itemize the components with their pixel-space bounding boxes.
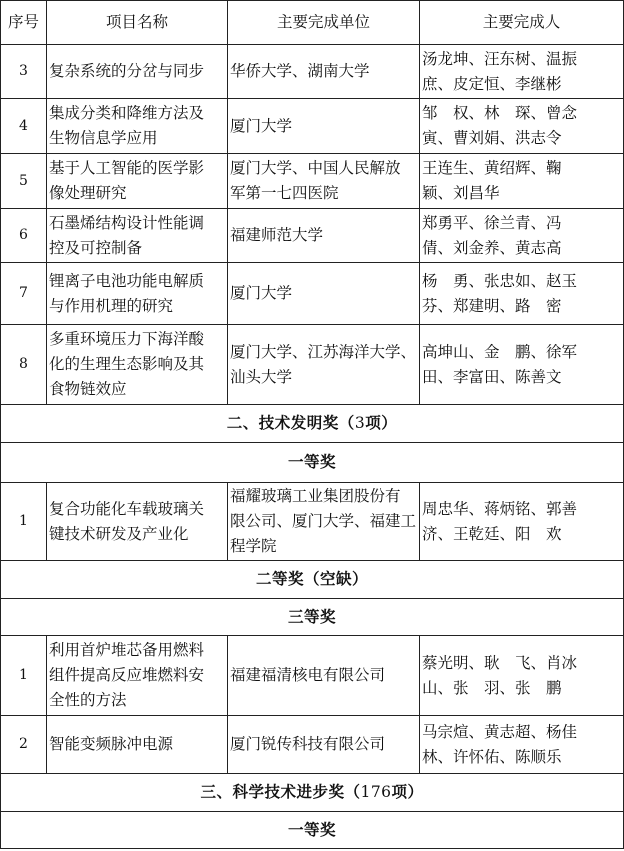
completion-people-line: 马宗煊、黄志超、杨佳 xyxy=(422,722,578,741)
completion-people-cell xyxy=(420,263,624,325)
header-project: 项目名称 xyxy=(47,1,228,45)
row-number: 2 xyxy=(1,716,47,774)
section-count: 3 xyxy=(354,414,366,432)
completion-people-line: 田、李富田、陈善文 xyxy=(422,367,562,386)
completion-people-cell xyxy=(420,716,624,774)
completion-unit-line: 厦门大学、中国人民解放 xyxy=(230,159,401,177)
project-name-cell xyxy=(47,263,228,325)
completion-unit-cell xyxy=(228,45,420,99)
grade-first-2: 一等奖 xyxy=(1,812,624,849)
grade-row-first-2 xyxy=(1,812,624,849)
grade-first: 一等奖 xyxy=(1,443,624,483)
section-title-sci-tech-progress xyxy=(1,774,624,812)
completion-people-line: 周忠华、蒋炳铭、郭善 xyxy=(422,499,578,518)
project-name-line: 生物信息学应用 xyxy=(49,129,158,147)
completion-unit-line: 厦门大学 xyxy=(230,116,293,135)
project-name-line: 利用首炉堆芯备用燃料 xyxy=(49,641,205,659)
section-title-text: 二、技术发明奖（ xyxy=(226,414,355,432)
completion-people-line: 济、王乾廷、阳 欢 xyxy=(422,524,562,543)
completion-people-line: 庶、皮定恒、李继彬 xyxy=(422,74,562,93)
completion-people-cell xyxy=(420,325,624,405)
completion-unit-line: 福建师范大学 xyxy=(230,226,324,244)
project-name-line: 锂离子电池功能电解质 xyxy=(49,271,205,290)
completion-unit-line: 福耀玻璃工业集团股份有 xyxy=(230,487,401,505)
project-name-line: 智能变频脉冲电源 xyxy=(49,735,174,753)
project-name-line: 基于人工智能的医学影 xyxy=(49,159,205,177)
row-number: 5 xyxy=(1,154,47,209)
table-row xyxy=(1,483,624,561)
completion-people-line: 芬、郑建明、路 密 xyxy=(422,296,562,315)
project-name-cell xyxy=(47,716,228,774)
completion-people-line: 林、许怀佑、陈顺乐 xyxy=(422,747,562,766)
grade-row-second xyxy=(1,561,624,599)
project-name-line: 控及可控制备 xyxy=(49,238,143,257)
project-name-cell xyxy=(47,483,228,561)
completion-unit-cell xyxy=(228,99,420,154)
completion-people-cell xyxy=(420,209,624,263)
project-name-line: 食物链效应 xyxy=(49,380,127,398)
completion-people-line: 颖、刘昌华 xyxy=(422,184,500,202)
completion-unit-cell xyxy=(228,483,420,561)
section-title-tech-invention xyxy=(1,405,624,443)
project-name-cell xyxy=(47,99,228,154)
row-number: 8 xyxy=(1,325,47,405)
row-number: 7 xyxy=(1,263,47,325)
project-name-cell xyxy=(47,154,228,209)
completion-unit-line: 华侨大学、湖南大学 xyxy=(230,62,370,80)
section-title-text: 三、科学技术进步奖（ xyxy=(200,783,361,801)
table-row xyxy=(1,325,624,405)
project-name-cell xyxy=(47,636,228,716)
section-count: 176 xyxy=(360,783,392,801)
table-row xyxy=(1,263,624,325)
completion-unit-line: 福建福清核电有限公司 xyxy=(230,666,386,684)
project-name-line: 集成分类和降维方法及 xyxy=(49,104,205,122)
completion-unit-cell xyxy=(228,325,420,405)
completion-unit-cell xyxy=(228,636,420,716)
completion-people-line: 郑勇平、徐兰青、冯 xyxy=(422,213,562,232)
completion-people-cell xyxy=(420,636,624,716)
project-name-line: 键技术研发及产业化 xyxy=(49,524,189,543)
completion-people-line: 高坤山、金 鹏、徐军 xyxy=(422,342,578,361)
completion-unit-line: 厦门锐传科技有限公司 xyxy=(230,735,386,753)
table-row xyxy=(1,99,624,154)
table-row xyxy=(1,636,624,716)
table-body xyxy=(1,45,624,849)
table-row xyxy=(1,716,624,774)
completion-unit-line: 厦门大学、江苏海洋大学、 xyxy=(230,342,417,361)
header-row xyxy=(1,1,624,45)
section-row-tech-invention xyxy=(1,405,624,443)
completion-unit-cell xyxy=(228,263,420,325)
project-name-cell xyxy=(47,45,228,99)
header-no: 序号 xyxy=(1,1,47,45)
table-row xyxy=(1,154,624,209)
completion-unit-cell xyxy=(228,154,420,209)
row-number: 6 xyxy=(1,209,47,263)
completion-people-line: 寅、曹刘娟、洪志令 xyxy=(422,129,562,147)
project-name-line: 石墨烯结构设计性能调 xyxy=(49,213,205,232)
row-number: 4 xyxy=(1,99,47,154)
project-name-cell xyxy=(47,209,228,263)
grade-third: 三等奖 xyxy=(1,599,624,636)
grade-second: 二等奖（空缺） xyxy=(1,561,624,599)
grade-row-third xyxy=(1,599,624,636)
completion-unit-line: 厦门大学 xyxy=(230,284,293,302)
row-number: 3 xyxy=(1,45,47,99)
completion-people-cell xyxy=(420,99,624,154)
header-unit: 主要完成单位 xyxy=(228,1,420,45)
table-row xyxy=(1,45,624,99)
row-number: 1 xyxy=(1,483,47,561)
completion-people-line: 山、张 羽、张 鹏 xyxy=(422,678,562,697)
completion-people-line: 杨 勇、张忠如、赵玉 xyxy=(422,271,578,290)
completion-unit-cell xyxy=(228,716,420,774)
section-title-suffix: 项） xyxy=(365,414,398,432)
project-name-line: 复合功能化车载玻璃关 xyxy=(49,499,205,518)
completion-people-cell xyxy=(420,45,624,99)
table-row xyxy=(1,209,624,263)
section-title-suffix: 项） xyxy=(391,783,424,801)
completion-unit-line: 军第一七四医院 xyxy=(230,184,339,202)
project-name-line: 多重环境压力下海洋酸 xyxy=(49,330,205,348)
project-name-line: 全性的方法 xyxy=(49,691,127,709)
project-name-line: 像处理研究 xyxy=(49,184,127,202)
project-name-line: 化的生理生态影响及其 xyxy=(49,355,205,373)
completion-people-line: 邹 权、林 琛、曾念 xyxy=(422,104,578,122)
row-number: 1 xyxy=(1,636,47,716)
project-name-line: 复杂系统的分岔与同步 xyxy=(49,62,205,80)
completion-people-line: 王连生、黄绍辉、鞠 xyxy=(422,159,562,177)
header-people: 主要完成人 xyxy=(420,1,624,45)
grade-row-first xyxy=(1,443,624,483)
completion-unit-line: 限公司、厦门大学、福建工 xyxy=(230,512,417,530)
completion-unit-cell xyxy=(228,209,420,263)
project-name-line: 与作用机理的研究 xyxy=(49,296,174,315)
section-row-sci-tech-progress xyxy=(1,774,624,812)
project-name-cell xyxy=(47,325,228,405)
completion-people-cell xyxy=(420,483,624,561)
completion-unit-line: 程学院 xyxy=(230,537,277,555)
completion-people-line: 蔡光明、耿 飞、肖冰 xyxy=(422,653,578,672)
completion-people-line: 汤龙坤、汪东树、温振 xyxy=(422,49,578,68)
completion-unit-line: 汕头大学 xyxy=(230,367,293,386)
project-name-line: 组件提高反应堆燃料安 xyxy=(49,666,205,684)
completion-people-cell xyxy=(420,154,624,209)
completion-people-line: 倩、刘金养、黄志高 xyxy=(422,238,562,257)
